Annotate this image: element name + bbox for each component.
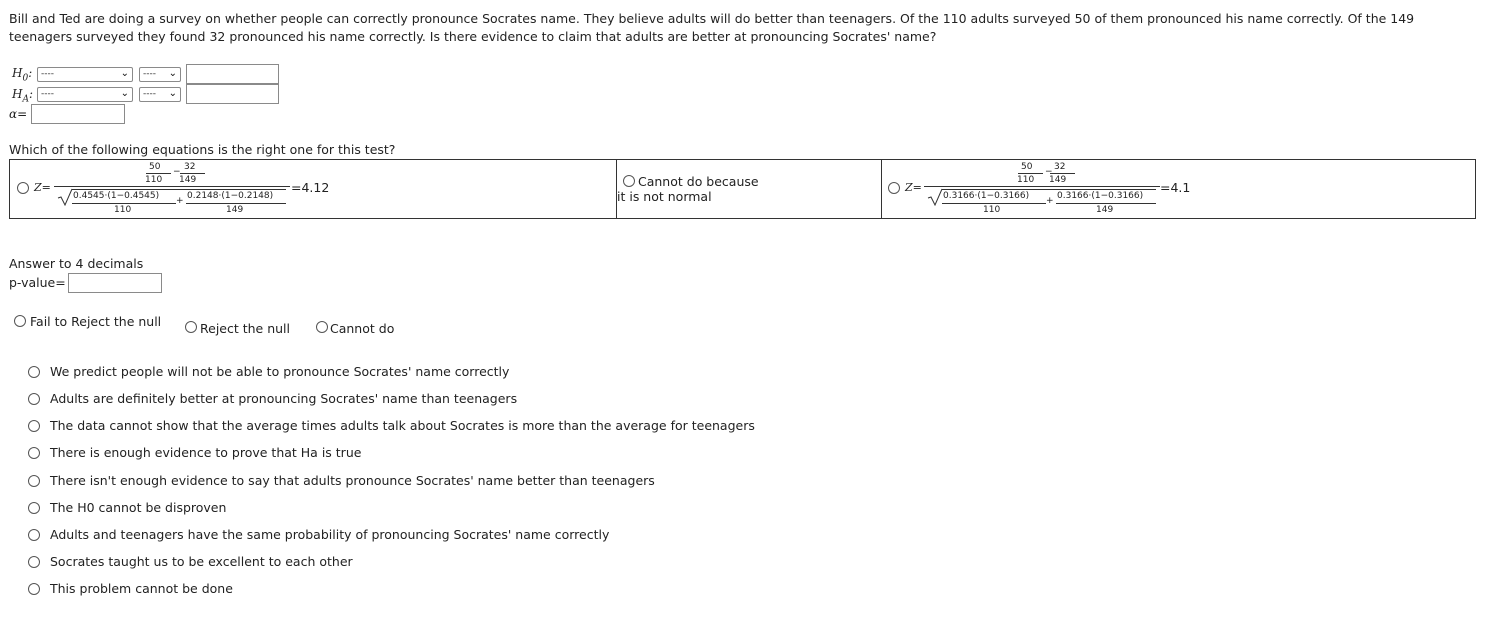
- pvalue-instruction: Answer to 4 decimals: [9, 256, 144, 271]
- conclusion-radio[interactable]: [28, 447, 40, 459]
- sqrt-icon: [927, 188, 943, 206]
- fail-to-reject-label: Fail to Reject the null: [30, 314, 162, 329]
- reject-null-label: Reject the null: [200, 321, 291, 336]
- h0-parameter-select[interactable]: ---- ⌄: [37, 67, 133, 82]
- alpha-label: α=: [9, 107, 28, 121]
- conclusion-radio[interactable]: [28, 366, 40, 378]
- equation-question: Which of the following equations is the right one for this test?: [9, 142, 396, 157]
- question-text: Bill and Ted are doing a survey on whether people can correctly pronounce Socrates name. They believe adults will do better than teenagers. Of the 110 adults surveyed 50 of them pronounced his name correctly. Of the 149 teenagers surveyed they found 32 pronounced his name correctly. Is there evidence to claim that adults are better at pronouncing Socrates' name?: [9, 11, 1415, 44]
- conclusion-radio[interactable]: [28, 420, 40, 432]
- pvalue-label: p-value=: [9, 275, 66, 290]
- equation-option-2[interactable]: Cannot do because it is not normal: [617, 160, 882, 219]
- h0-label: $H_0$:: [12, 66, 33, 84]
- cannot-do-radio[interactable]: [316, 321, 328, 333]
- conclusion-radio[interactable]: [28, 556, 40, 568]
- equation-option-3[interactable]: Z= 50 110 − 32 149 =4.1 0.3166·(1−0.3166) 110 + 0.3166·(1−0.3166) 149: [882, 160, 1476, 219]
- conclusion-radio[interactable]: [28, 583, 40, 595]
- equation-options-table: [9, 159, 1476, 219]
- chevron-down-icon: ⌄: [120, 88, 129, 99]
- equation-3-radio[interactable]: [888, 182, 900, 194]
- h0-value-input[interactable]: [186, 64, 279, 84]
- fail-to-reject-radio[interactable]: [14, 315, 26, 327]
- ha-label: $H_A$:: [12, 87, 34, 105]
- pvalue-input[interactable]: [68, 273, 162, 293]
- chevron-down-icon: ⌄: [168, 68, 177, 79]
- chevron-down-icon: ⌄: [168, 88, 177, 99]
- sqrt-icon: [57, 188, 73, 206]
- reject-null-radio[interactable]: [185, 321, 197, 333]
- conclusion-radio[interactable]: [28, 393, 40, 405]
- ha-value-input[interactable]: [186, 84, 279, 104]
- conclusion-radio[interactable]: [28, 502, 40, 514]
- ha-operator-select[interactable]: ---- ⌄: [139, 87, 181, 102]
- conclusion-radio[interactable]: [28, 475, 40, 487]
- alpha-input[interactable]: [31, 104, 125, 124]
- chevron-down-icon: ⌄: [120, 68, 129, 79]
- cannot-do-label: Cannot do: [330, 321, 395, 336]
- conclusion-radio[interactable]: [28, 529, 40, 541]
- ha-parameter-select[interactable]: ---- ⌄: [37, 87, 133, 102]
- h0-operator-select[interactable]: ---- ⌄: [139, 67, 181, 82]
- equation-2-radio[interactable]: [623, 175, 635, 187]
- equation-1-radio[interactable]: [17, 182, 29, 194]
- equation-option-1[interactable]: Z= 50 110 − 32 149 =4.12 0.4545·(1−0.4545) 110 + 0.2148·(1−0.2148) 149: [10, 160, 617, 219]
